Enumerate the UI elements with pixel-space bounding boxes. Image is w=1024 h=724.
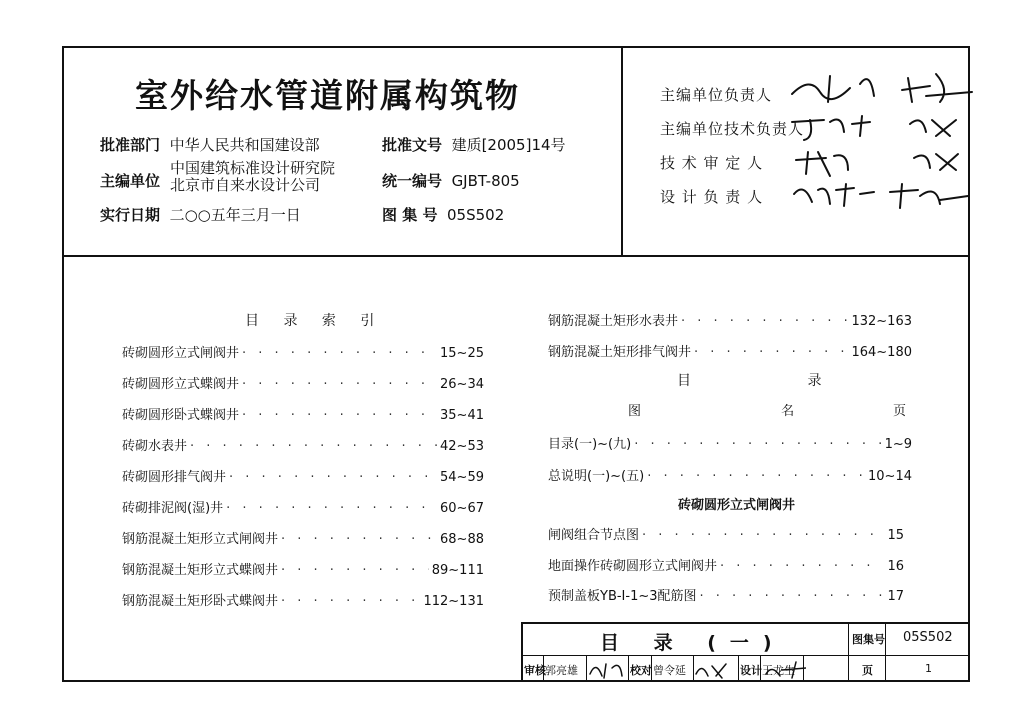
toc-dots <box>229 470 437 485</box>
checker-name: 曾令延 <box>653 664 686 677</box>
toc-dots <box>634 437 881 452</box>
toc-item-pages: 10~14 <box>868 469 912 484</box>
toc-item-pages: 17 <box>887 589 904 604</box>
responsible-tech: 主编单位技术负责人 <box>660 120 805 138</box>
toc-dots <box>647 469 865 484</box>
toc-item-pages: 164~180 <box>851 345 912 360</box>
toc-item-label: 砖砌排泥阀(湿)井 <box>122 501 224 516</box>
toc-item-label: 砖砌水表井 <box>122 439 188 454</box>
atlas-no-cell: 05S502 <box>903 630 953 645</box>
toc-dots <box>242 408 437 423</box>
toc-item-label: 钢筋混凝土矩形立式蝶阀井 <box>122 563 279 578</box>
toc-dots <box>226 501 437 516</box>
editor-unit-label: 主编单位 <box>100 172 161 190</box>
design-label: 设计 <box>740 664 762 677</box>
toc-item[interactable] <box>548 524 904 542</box>
effective-date-value: 二○○五年三月一日 <box>169 206 301 224</box>
reviewer-signature <box>590 664 622 678</box>
toc-item-pages: 16 <box>887 559 904 574</box>
toc-item[interactable] <box>548 555 904 573</box>
toc-item[interactable] <box>548 585 904 603</box>
toc-item-label: 砖砌圆形立式蝶阀井 <box>122 377 240 392</box>
toc-item-pages: 42~53 <box>440 439 484 454</box>
signature-drawings <box>790 66 975 226</box>
toc-item-label: 预制盖板YB-Ⅰ-1~3配筋图 <box>548 589 697 604</box>
approval-dept-value: 中华人民共和国建设部 <box>169 136 320 154</box>
toc-item-pages: 15~25 <box>440 346 484 361</box>
toc-item[interactable] <box>122 590 484 608</box>
signature-4b <box>890 184 968 208</box>
toc-dots <box>642 528 884 543</box>
toc-dots <box>694 345 848 360</box>
review-label: 审核 <box>524 664 546 677</box>
editor-unit-line2: 北京市自来水设计公司 <box>170 176 321 194</box>
toc-dots <box>700 589 885 604</box>
editor-unit-value <box>170 160 335 194</box>
toc-item[interactable] <box>548 465 912 483</box>
toc-item[interactable] <box>122 404 484 422</box>
checker-signature <box>696 664 726 678</box>
toc-dots <box>281 594 420 609</box>
toc-item-label: 闸阀组合节点图 <box>548 528 640 543</box>
toc-item[interactable] <box>548 433 912 451</box>
header-divider <box>62 255 970 257</box>
unified-no <box>382 170 520 191</box>
toc-item-pages: 112~131 <box>423 594 484 609</box>
approval-doc-value: 建质[2005]14号 <box>451 136 566 154</box>
atlas-title: 室外给水管道附属构筑物 <box>135 76 520 115</box>
responsible-review: 技 术 审 定 人 <box>660 154 764 172</box>
signature-3b <box>914 154 958 170</box>
toc-item-label: 目录(一)~(九) <box>548 437 632 452</box>
atlas-label: 图集号 <box>852 633 885 646</box>
signature-4a <box>794 184 874 206</box>
signature-1b <box>902 74 972 102</box>
toc-item[interactable] <box>122 497 484 515</box>
toc-dots <box>681 314 848 329</box>
toc-item-label: 钢筋混凝土矩形排气阀井 <box>548 345 692 360</box>
toc-item[interactable] <box>548 341 912 359</box>
toc-item[interactable] <box>122 342 484 360</box>
toc-dots <box>281 563 429 578</box>
designer-signature <box>766 662 806 678</box>
approval-doc <box>382 134 566 155</box>
effective-date-label: 实行日期 <box>100 206 161 224</box>
check-label: 校对 <box>630 664 652 677</box>
right-col-name-header: 图 名 <box>628 404 863 419</box>
header-vertical-divider <box>621 46 623 256</box>
unified-no-label: 统一编号 <box>382 172 443 190</box>
toc-item-pages: 35~41 <box>440 408 484 423</box>
right-col-page-header: 页 <box>893 404 907 419</box>
toc-item-pages: 132~163 <box>851 314 912 329</box>
approval-dept-label: 批准部门 <box>100 136 161 154</box>
toc-dots <box>190 439 437 454</box>
signature-3a <box>796 152 848 176</box>
toc-item-label: 砖砌圆形卧式蝶阀井 <box>122 408 240 423</box>
toc-item-pages: 89~111 <box>431 563 484 578</box>
toc-item-pages: 1~9 <box>884 437 912 452</box>
toc-item-label: 钢筋混凝土矩形卧式蝶阀井 <box>122 594 279 609</box>
title-block-vline <box>885 622 886 682</box>
approval-doc-label: 批准文号 <box>382 136 443 154</box>
section-title: 砖砌圆形立式闸阀井 <box>678 498 796 513</box>
toc-item-label: 砖砌圆形立式闸阀井 <box>122 346 240 361</box>
signature-2b <box>910 120 956 136</box>
toc-item-label: 地面操作砖砌圆形立式闸阀井 <box>548 559 718 574</box>
approval-dept <box>100 134 320 155</box>
signature-2a <box>792 116 870 140</box>
toc-item[interactable] <box>122 559 484 577</box>
toc-item[interactable] <box>122 528 484 546</box>
unified-no-value: GJBT-805 <box>451 172 520 190</box>
editor-unit-line1: 中国建筑标准设计研究院 <box>170 159 336 177</box>
signature-1a <box>792 76 874 102</box>
responsible-design: 设 计 负 责 人 <box>660 188 764 206</box>
toc-item-pages: 68~88 <box>440 532 484 547</box>
toc-item-pages: 60~67 <box>440 501 484 516</box>
toc-item[interactable] <box>122 373 484 391</box>
toc-item-label: 砖砌圆形排气阀井 <box>122 470 227 485</box>
toc-item-label: 钢筋混凝土矩形立式闸阀井 <box>122 532 279 547</box>
atlas-no-label: 图 集 号 <box>382 206 438 224</box>
toc-item[interactable] <box>548 310 912 328</box>
toc-item[interactable] <box>122 466 484 484</box>
title-block-vline <box>848 622 849 682</box>
toc-item-label: 钢筋混凝土矩形水表井 <box>548 314 679 329</box>
designer-name: 王龙生 <box>762 664 795 677</box>
toc-item-label: 总说明(一)~(五) <box>548 469 645 484</box>
toc-item-pages: 15 <box>887 528 904 543</box>
title-block-signatures <box>586 656 806 682</box>
toc-item-pages: 26~34 <box>440 377 484 392</box>
atlas-no-value: 05S502 <box>447 206 505 224</box>
toc-dots <box>281 532 437 547</box>
toc-dots <box>242 346 437 361</box>
editor-unit <box>100 170 160 191</box>
reviewer-name: 郭亮雄 <box>545 664 578 677</box>
toc-item[interactable] <box>122 435 484 453</box>
left-toc-heading: 目 录 索 引 <box>245 313 385 329</box>
toc-dots <box>242 377 437 392</box>
atlas-no <box>382 204 504 225</box>
toc-dots <box>720 559 884 574</box>
right-toc-heading: 目 录 <box>677 373 878 389</box>
toc-item-pages: 54~59 <box>440 470 484 485</box>
responsible-editor-unit: 主编单位负责人 <box>660 86 773 104</box>
sheet-title: 目 录 (一) <box>600 632 786 654</box>
page-no: 1 <box>925 662 932 675</box>
effective-date <box>100 204 301 225</box>
page-label: 页 <box>862 664 873 677</box>
